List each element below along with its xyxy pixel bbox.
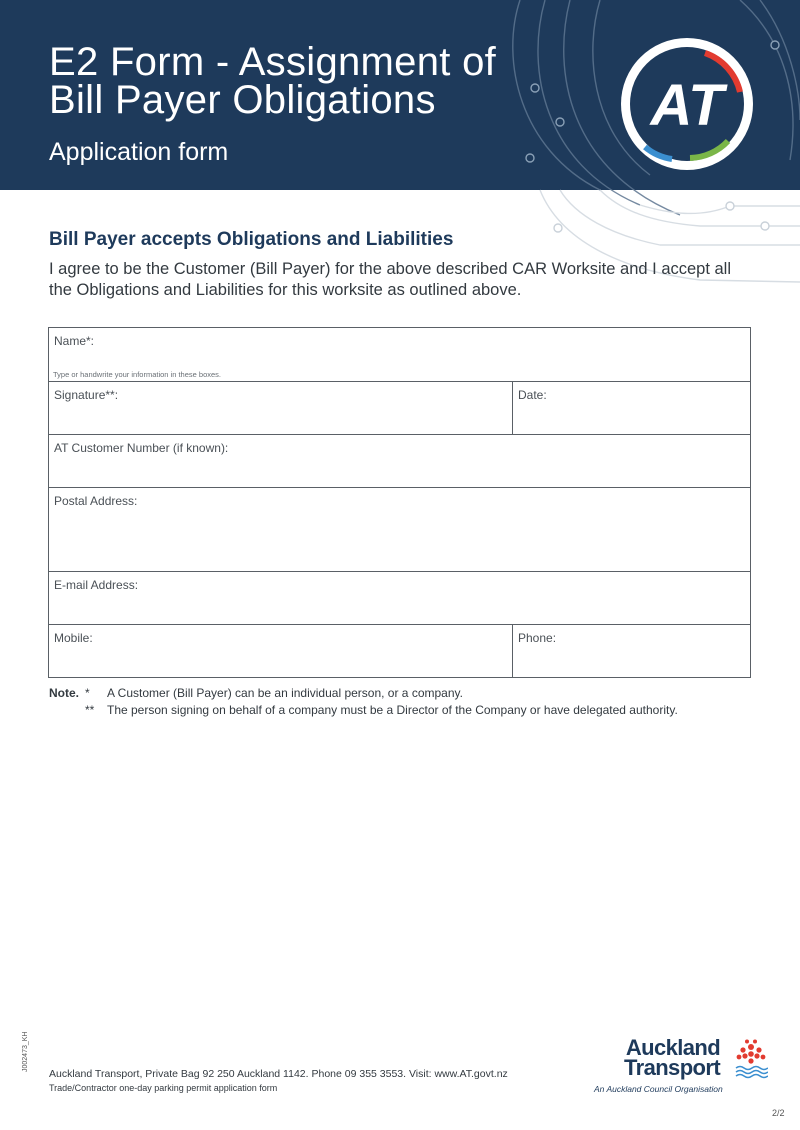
document-code: J002473_KH xyxy=(22,1031,29,1072)
name-field[interactable] xyxy=(49,328,750,381)
mobile-field[interactable] xyxy=(49,625,512,677)
postal-row xyxy=(49,487,750,571)
title-line-2: Bill Payer Obligations xyxy=(49,78,436,122)
postal-address-label: Postal Address: xyxy=(54,494,138,508)
at-logo xyxy=(620,37,754,171)
phone-label: Phone: xyxy=(518,631,557,645)
note-item xyxy=(49,703,678,720)
page-number: 2/2 xyxy=(772,1108,785,1118)
customer-number-row xyxy=(49,434,750,487)
email-row xyxy=(49,571,750,624)
footer-address: Auckland Transport, Private Bag 92 250 Auckland 1142. Phone 09 355 3553. Visit: www.AT.govt.nz xyxy=(49,1068,508,1080)
notes xyxy=(49,686,678,720)
name-row xyxy=(49,328,750,381)
phone-field[interactable] xyxy=(512,625,750,677)
email-label: E-mail Address: xyxy=(54,578,139,592)
signature-label: Signature**: xyxy=(54,388,119,402)
page-subtitle: Application form xyxy=(49,138,229,166)
mobile-label: Mobile: xyxy=(54,631,93,645)
brand-line-1: Auckland xyxy=(625,1035,721,1060)
signature-field[interactable] xyxy=(49,382,512,434)
brand-tagline: An Auckland Council Organisation xyxy=(594,1084,723,1094)
footer-description: Trade/Contractor one-day parking permit application form xyxy=(49,1083,278,1093)
date-label: Date: xyxy=(518,388,547,402)
note-text: The person signing on behalf of a company must be a Director of the Company or have delegated authority. xyxy=(107,703,678,717)
auckland-transport-brand xyxy=(594,1035,770,1098)
brand-line-2: Transport xyxy=(624,1055,721,1080)
phone-row xyxy=(49,624,750,677)
email-field[interactable] xyxy=(49,572,750,624)
note-mark: * xyxy=(85,686,90,700)
pohutukawa-icon xyxy=(734,1039,768,1079)
date-field[interactable] xyxy=(512,382,750,434)
brand-name xyxy=(624,1035,721,1080)
intro-paragraph: I agree to be the Customer (Bill Payer) for the above described CAR Worksite and I accept all the Obligations and Liabilities for this worksite as outlined above. xyxy=(49,260,732,299)
signature-row xyxy=(49,381,750,434)
title-line-1: E2 Form - Assignment of xyxy=(49,40,497,84)
customer-number-field[interactable] xyxy=(49,435,750,487)
note-mark: ** xyxy=(85,703,95,717)
customer-number-label: AT Customer Number (if known): xyxy=(54,441,229,455)
section-heading: Bill Payer accepts Obligations and Liabilities xyxy=(49,229,454,250)
postal-address-field[interactable] xyxy=(49,488,750,571)
note-item xyxy=(49,686,678,703)
note-key: Note. xyxy=(49,686,79,700)
form-hint: Type or handwrite your information in these boxes. xyxy=(53,370,222,379)
note-text: A Customer (Bill Payer) can be an individual person, or a company. xyxy=(107,686,463,700)
logo-text: AT xyxy=(650,73,724,138)
applicant-form xyxy=(48,327,751,678)
name-label: Name*: xyxy=(54,334,95,348)
